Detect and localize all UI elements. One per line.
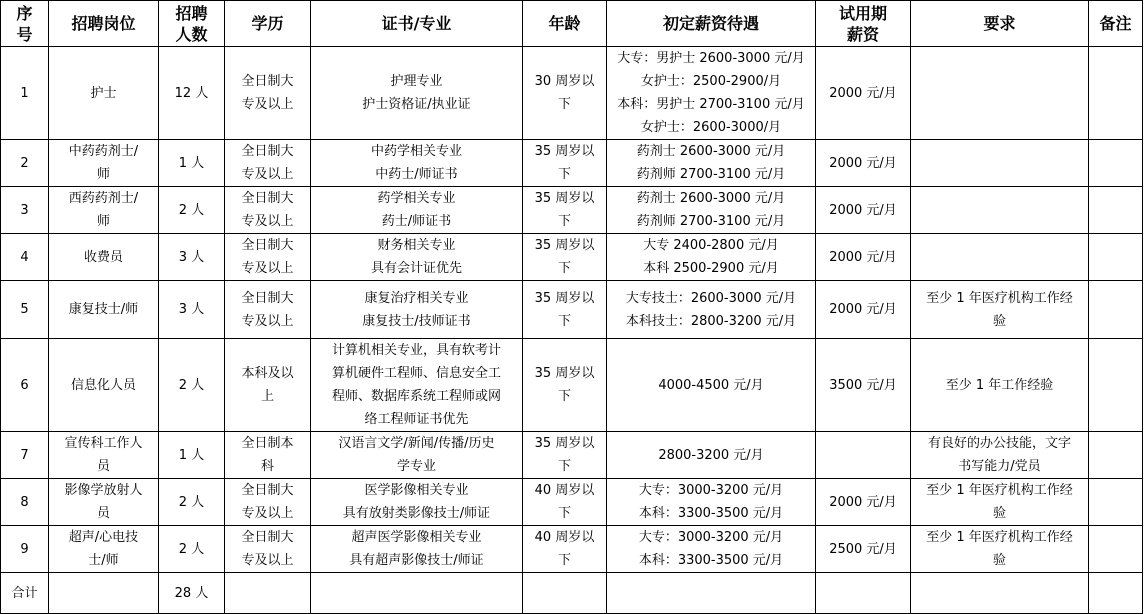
row-age: 40 周岁以 下 bbox=[523, 479, 607, 526]
total-row bbox=[1, 573, 1143, 614]
row-salary: 4000-4500 元/月 bbox=[607, 339, 816, 432]
row-count: 3 人 bbox=[159, 234, 225, 281]
row-education: 本科及以 上 bbox=[225, 339, 311, 432]
row-no: 4 bbox=[1, 234, 49, 281]
row-salary: 药剂士 2600-3000 元/月 药剂师 2700-3100 元/月 bbox=[607, 187, 816, 234]
row-probation: 3500 元/月 bbox=[816, 339, 911, 432]
header-position: 招聘岗位 bbox=[49, 1, 159, 47]
row-position: 收费员 bbox=[49, 234, 159, 281]
header-cert: 证书/专业 bbox=[311, 1, 523, 47]
row-requirements bbox=[911, 47, 1089, 140]
total-empty-cell bbox=[311, 573, 523, 614]
row-education: 全日制大 专及以上 bbox=[225, 47, 311, 140]
row-position: 中药药剂士/ 师 bbox=[49, 140, 159, 187]
row-probation: 2000 元/月 bbox=[816, 479, 911, 526]
row-remarks bbox=[1089, 479, 1143, 526]
row-education: 全日制本 科 bbox=[225, 432, 311, 479]
row-position: 护士 bbox=[49, 47, 159, 140]
row-salary: 大专 2400-2800 元/月 本科 2500-2900 元/月 bbox=[607, 234, 816, 281]
row-education: 全日制大 专及以上 bbox=[225, 140, 311, 187]
row-age: 35 周岁以 下 bbox=[523, 339, 607, 432]
row-probation: 2000 元/月 bbox=[816, 47, 911, 140]
total-empty-cell bbox=[607, 573, 816, 614]
row-cert: 医学影像相关专业 具有放射类影像技士/师证 bbox=[311, 479, 523, 526]
row-no: 8 bbox=[1, 479, 49, 526]
row-requirements bbox=[911, 140, 1089, 187]
row-age: 35 周岁以 下 bbox=[523, 281, 607, 339]
row-no: 1 bbox=[1, 47, 49, 140]
table-row bbox=[1, 339, 1143, 432]
row-requirements: 至少 1 年医疗机构工作经 验 bbox=[911, 526, 1089, 573]
total-empty-cell bbox=[911, 573, 1089, 614]
row-education: 全日制大 专及以上 bbox=[225, 479, 311, 526]
row-remarks bbox=[1089, 526, 1143, 573]
header-no: 序 号 bbox=[1, 1, 49, 47]
row-probation: 2000 元/月 bbox=[816, 234, 911, 281]
total-empty-cell bbox=[523, 573, 607, 614]
row-requirements: 至少 1 年医疗机构工作经 验 bbox=[911, 281, 1089, 339]
row-requirements: 有良好的办公技能，文字 书写能力/党员 bbox=[911, 432, 1089, 479]
table-row bbox=[1, 187, 1143, 234]
header-probation: 试用期 薪资 bbox=[816, 1, 911, 47]
row-remarks bbox=[1089, 140, 1143, 187]
row-salary: 2800-3200 元/月 bbox=[607, 432, 816, 479]
table-row bbox=[1, 281, 1143, 339]
row-salary: 大专：3000-3200 元/月 本科：3300-3500 元/月 bbox=[607, 479, 816, 526]
row-salary: 大专：男护士 2600-3000 元/月 女护士：2500-2900/月 本科：男护士 2700-3100 元/月 女护士：2600-3000/月 bbox=[607, 47, 816, 140]
row-position: 宣传科工作人 员 bbox=[49, 432, 159, 479]
header-row bbox=[1, 1, 1143, 47]
row-age: 35 周岁以 下 bbox=[523, 140, 607, 187]
row-count: 2 人 bbox=[159, 339, 225, 432]
total-empty-cell bbox=[225, 573, 311, 614]
table-row bbox=[1, 526, 1143, 573]
row-no: 3 bbox=[1, 187, 49, 234]
row-education: 全日制大 专及以上 bbox=[225, 281, 311, 339]
row-probation: 2000 元/月 bbox=[816, 140, 911, 187]
row-count: 3 人 bbox=[159, 281, 225, 339]
header-age: 年龄 bbox=[523, 1, 607, 47]
row-salary: 药剂士 2600-3000 元/月 药剂师 2700-3100 元/月 bbox=[607, 140, 816, 187]
total-empty-cell bbox=[1089, 573, 1143, 614]
row-age: 40 周岁以 下 bbox=[523, 526, 607, 573]
row-cert: 超声医学影像相关专业 具有超声影像技士/师证 bbox=[311, 526, 523, 573]
table-row bbox=[1, 479, 1143, 526]
row-remarks bbox=[1089, 339, 1143, 432]
row-salary: 大专技士：2600-3000 元/月 本科技士：2800-3200 元/月 bbox=[607, 281, 816, 339]
row-probation bbox=[816, 432, 911, 479]
row-count: 2 人 bbox=[159, 526, 225, 573]
row-remarks bbox=[1089, 187, 1143, 234]
total-empty-cell bbox=[816, 573, 911, 614]
header-remarks: 备注 bbox=[1089, 1, 1143, 47]
row-requirements: 至少 1 年医疗机构工作经 验 bbox=[911, 479, 1089, 526]
row-cert: 护理专业 护士资格证/执业证 bbox=[311, 47, 523, 140]
row-cert: 计算机相关专业，具有软考计 算机硬件工程师、信息安全工 程师、数据库系统工程师或网 络工程师证书优先 bbox=[311, 339, 523, 432]
row-cert: 汉语言文学/新闻/传播/历史 学专业 bbox=[311, 432, 523, 479]
row-count: 1 人 bbox=[159, 140, 225, 187]
row-position: 康复技士/师 bbox=[49, 281, 159, 339]
row-no: 2 bbox=[1, 140, 49, 187]
row-remarks bbox=[1089, 281, 1143, 339]
row-cert: 康复治疗相关专业 康复技士/技师证书 bbox=[311, 281, 523, 339]
row-position: 西药药剂士/ 师 bbox=[49, 187, 159, 234]
total-count: 28 人 bbox=[159, 573, 225, 614]
row-age: 35 周岁以 下 bbox=[523, 432, 607, 479]
table-row bbox=[1, 234, 1143, 281]
row-age: 35 周岁以 下 bbox=[523, 187, 607, 234]
row-position: 影像学放射人 员 bbox=[49, 479, 159, 526]
row-count: 12 人 bbox=[159, 47, 225, 140]
row-count: 1 人 bbox=[159, 432, 225, 479]
row-position: 超声/心电技 士/师 bbox=[49, 526, 159, 573]
row-probation: 2000 元/月 bbox=[816, 187, 911, 234]
row-count: 2 人 bbox=[159, 479, 225, 526]
row-cert: 财务相关专业 具有会计证优先 bbox=[311, 234, 523, 281]
row-requirements: 至少 1 年工作经验 bbox=[911, 339, 1089, 432]
row-age: 35 周岁以 下 bbox=[523, 234, 607, 281]
header-requirements: 要求 bbox=[911, 1, 1089, 47]
row-probation: 2000 元/月 bbox=[816, 281, 911, 339]
total-label: 合计 bbox=[1, 573, 49, 614]
header-education: 学历 bbox=[225, 1, 311, 47]
table-row bbox=[1, 432, 1143, 479]
table-row bbox=[1, 47, 1143, 140]
row-age: 30 周岁以 下 bbox=[523, 47, 607, 140]
row-education: 全日制大 专及以上 bbox=[225, 526, 311, 573]
row-remarks bbox=[1089, 234, 1143, 281]
row-count: 2 人 bbox=[159, 187, 225, 234]
row-no: 6 bbox=[1, 339, 49, 432]
row-education: 全日制大 专及以上 bbox=[225, 187, 311, 234]
row-requirements bbox=[911, 234, 1089, 281]
row-education: 全日制大 专及以上 bbox=[225, 234, 311, 281]
table-row bbox=[1, 140, 1143, 187]
row-remarks bbox=[1089, 47, 1143, 140]
row-probation: 2500 元/月 bbox=[816, 526, 911, 573]
row-cert: 中药学相关专业 中药士/师证书 bbox=[311, 140, 523, 187]
row-no: 7 bbox=[1, 432, 49, 479]
row-position: 信息化人员 bbox=[49, 339, 159, 432]
row-requirements bbox=[911, 187, 1089, 234]
row-no: 9 bbox=[1, 526, 49, 573]
header-salary: 初定薪资待遇 bbox=[607, 1, 816, 47]
row-no: 5 bbox=[1, 281, 49, 339]
total-empty-cell bbox=[49, 573, 159, 614]
row-cert: 药学相关专业 药士/师证书 bbox=[311, 187, 523, 234]
header-count: 招聘 人数 bbox=[159, 1, 225, 47]
row-remarks bbox=[1089, 432, 1143, 479]
row-salary: 大专：3000-3200 元/月 本科：3300-3500 元/月 bbox=[607, 526, 816, 573]
